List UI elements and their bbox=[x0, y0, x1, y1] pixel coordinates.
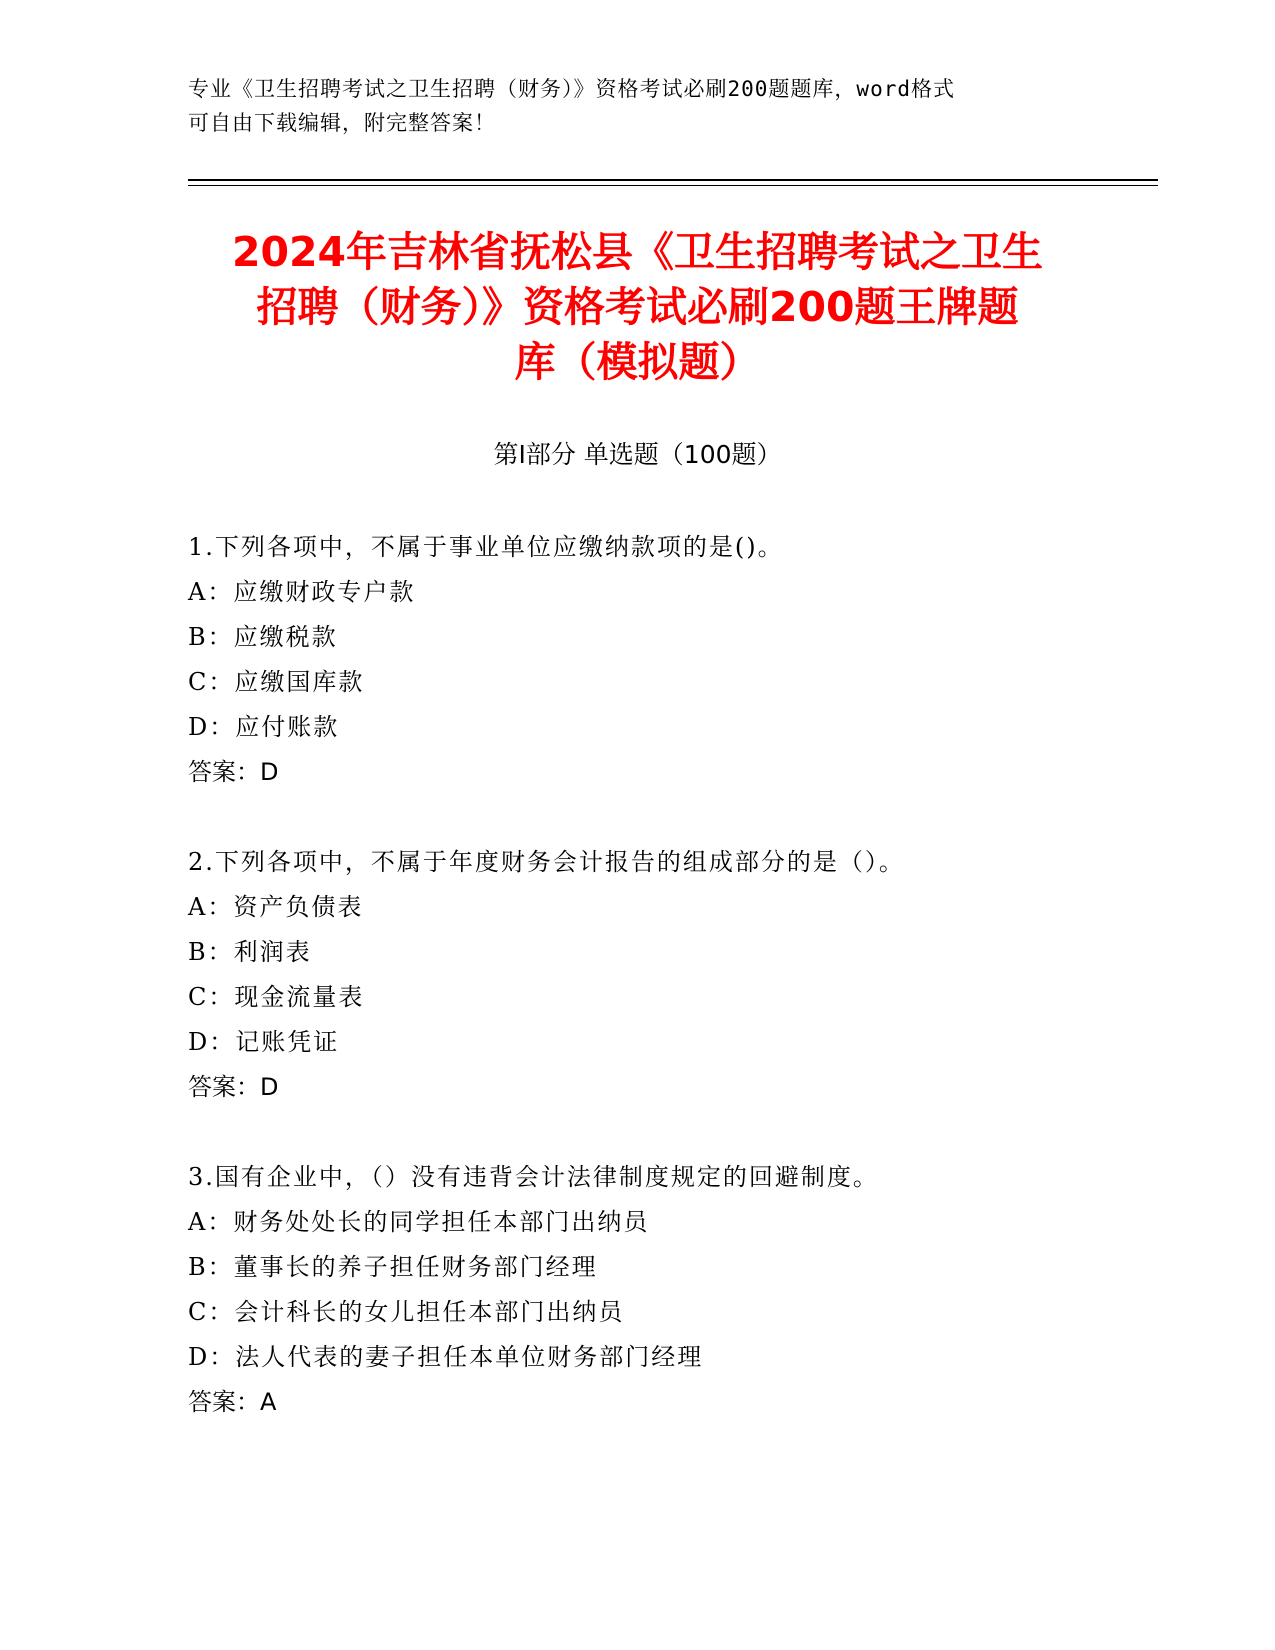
header-rule-thick bbox=[188, 179, 1158, 181]
option-a: A：应缴财政专户款 bbox=[188, 578, 416, 606]
option-a: A：资产负债表 bbox=[188, 893, 364, 921]
question-2 bbox=[188, 840, 1168, 1110]
question-stem: 3.国有企业中，（）没有违背会计法律制度规定的回避制度。 bbox=[188, 1163, 879, 1191]
question-stem: 1.下列各项中，不属于事业单位应缴纳款项的是()。 bbox=[188, 533, 784, 561]
option-d: D：法人代表的妻子担任本单位财务部门经理 bbox=[188, 1343, 704, 1371]
option-b: B：董事长的养子担任财务部门经理 bbox=[188, 1253, 598, 1281]
header-note-line-2: 可自由下载编辑，附完整答案！ bbox=[188, 111, 496, 135]
option-d: D：应付账款 bbox=[188, 713, 340, 741]
option-b: B：应缴税款 bbox=[188, 623, 338, 651]
header-note-line-1: 专业《卫生招聘考试之卫生招聘（财务）》资格考试必刷200题题库，word格式 bbox=[188, 77, 955, 101]
answer: 答案：D bbox=[188, 758, 279, 786]
option-d: D：记账凭证 bbox=[188, 1028, 340, 1056]
header-rule-thin bbox=[188, 185, 1158, 186]
title-line-3: 库（模拟题） bbox=[514, 338, 761, 386]
header-note bbox=[188, 72, 1088, 140]
question-3 bbox=[188, 1155, 1168, 1425]
option-c: C：应缴国库款 bbox=[188, 668, 365, 696]
title-line-1: 2024年吉林省抚松县《卫生招聘考试之卫生 bbox=[231, 228, 1044, 276]
section-heading: 第Ⅰ部分 单选题（100题） bbox=[493, 440, 782, 469]
option-c: C：会计科长的女儿担任本部门出纳员 bbox=[188, 1298, 625, 1326]
answer: 答案：A bbox=[188, 1388, 277, 1416]
option-a: A：财务处处长的同学担任本部门出纳员 bbox=[188, 1208, 650, 1236]
option-b: B：利润表 bbox=[188, 938, 312, 966]
answer: 答案：D bbox=[188, 1073, 279, 1101]
title-line-2: 招聘（财务）》资格考试必刷200题王牌题 bbox=[256, 283, 1019, 331]
question-1 bbox=[188, 525, 1168, 795]
document-title bbox=[180, 225, 1095, 390]
question-stem: 2.下列各项中，不属于年度财务会计报告的组成部分的是（）。 bbox=[188, 848, 905, 876]
option-c: C：现金流量表 bbox=[188, 983, 365, 1011]
